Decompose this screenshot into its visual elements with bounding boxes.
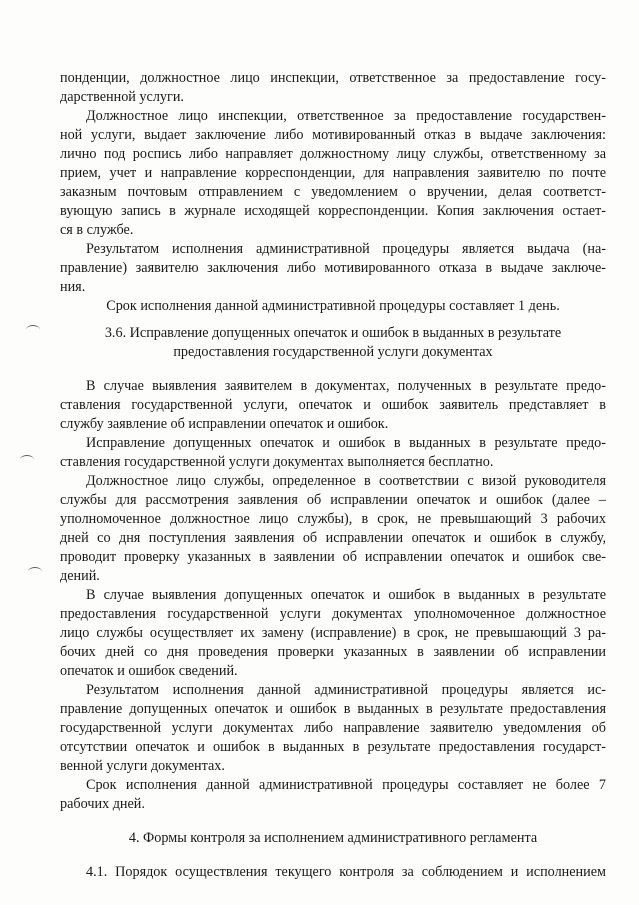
text-line: предоставления государственной услуги документах (173, 344, 493, 360)
text-line: рабочих дней. (60, 796, 145, 812)
text-line: предоставления государственной услуги документах уполномоченное должностное (60, 606, 606, 622)
scan-mark-2 (20, 455, 34, 464)
text-line: прием, учет и направление корреспонденции, для направления заявителю по почте (60, 165, 606, 181)
text-line: 4. Формы контроля за исполнением административного регламента (128, 830, 538, 846)
text-line: лицо службы осуществляет их замену (исправление) в срок, не превышающий 3 ра- (60, 625, 606, 641)
text-line: В случае выявления заявителем в документах, полученных в результате предо- (86, 378, 606, 394)
text-line: государственной услуги документах либо направление заявителю уведомления об (60, 720, 606, 736)
text-line: Срок исполнения данной административной процедуры составляет 1 день. (106, 298, 560, 314)
text-line: ся в службе. (60, 222, 134, 238)
text-line: правление допущенных опечаток и ошибок в выданных в результате предоставления (60, 701, 606, 717)
text-line: бочих дней со дня проведения проверки указанных в заявлении об исправлении (60, 644, 606, 660)
text-line: уполномоченное должностное лицо службы), в срок, не превышающий 3 рабочих (60, 511, 606, 527)
text-line: дений. (60, 568, 100, 584)
text-line: Должностное лицо инспекции, ответственное за предоставление государствен- (86, 108, 606, 124)
text-line: проводит проверку указанных в заявлении об исправлении опечаток и ошибок све- (60, 549, 606, 565)
text-line: ной услуги, выдает заключение либо мотивированный отказ в выдаче заключения: (60, 127, 606, 143)
text-line: понденции, должностное лицо инспекции, ответственное за предоставление госу- (60, 70, 606, 86)
text-line: Срок исполнения данной административной процедуры составляет не более 7 (86, 777, 606, 793)
text-line: Должностное лицо службы, определенное в соответствии с визой руководителя (86, 473, 606, 489)
text-line: дарственной услуги. (60, 89, 184, 105)
text-line: лично под роспись либо направляет должностному лицу службы, ответственному за (60, 146, 606, 162)
text-line: отсутствии опечаток и ошибок в выданных в результате предоставления государст- (60, 739, 606, 755)
text-line: ставления государственной услуги, опечаток и ошибок заявитель представляет в (60, 397, 606, 413)
text-line: опечаток и ошибок сведений. (60, 663, 238, 679)
text-line: Результатом исполнения данной административной процедуры является ис- (86, 682, 606, 698)
text-line: заказным почтовым отправлением с уведомлением о вручении, делая соответст- (60, 184, 606, 200)
text-line: В случае выявления допущенных опечаток и ошибок в выданных в результате (86, 587, 606, 603)
text-line: Исправление допущенных опечаток и ошибок в выданных в результате предо- (86, 435, 606, 451)
text-line: дней со дня поступления заявления об исправлении опечаток и ошибок в службу, (60, 530, 606, 546)
text-line: ставления государственной услуги документах выполняется бесплатно. (60, 454, 494, 470)
text-line: 3.6. Исправление допущенных опечаток и ошибок в выданных в результате (104, 325, 562, 341)
text-line: 4.1. Порядок осуществления текущего контроля за соблюдением и исполнением (86, 864, 606, 880)
text-line: венной услуги документах. (60, 758, 225, 774)
text-line: правление) заявителю заключения либо мотивированного отказа в выдаче заключе- (60, 260, 606, 276)
text-line: Результатом исполнения административной процедуры является выдача (на- (86, 241, 606, 257)
text-line: службы для рассмотрения заявления об исправлении опечаток и ошибок (далее – (60, 492, 606, 508)
scan-mark-1 (26, 325, 40, 334)
text-line: вующую запись в журнале исходящей корреспонденции. Копия заключения остает- (60, 203, 606, 219)
text-line: ния. (60, 279, 86, 295)
text-line: службу заявление об исправлении опечаток и ошибок. (60, 416, 389, 432)
scan-mark-3 (28, 567, 42, 576)
